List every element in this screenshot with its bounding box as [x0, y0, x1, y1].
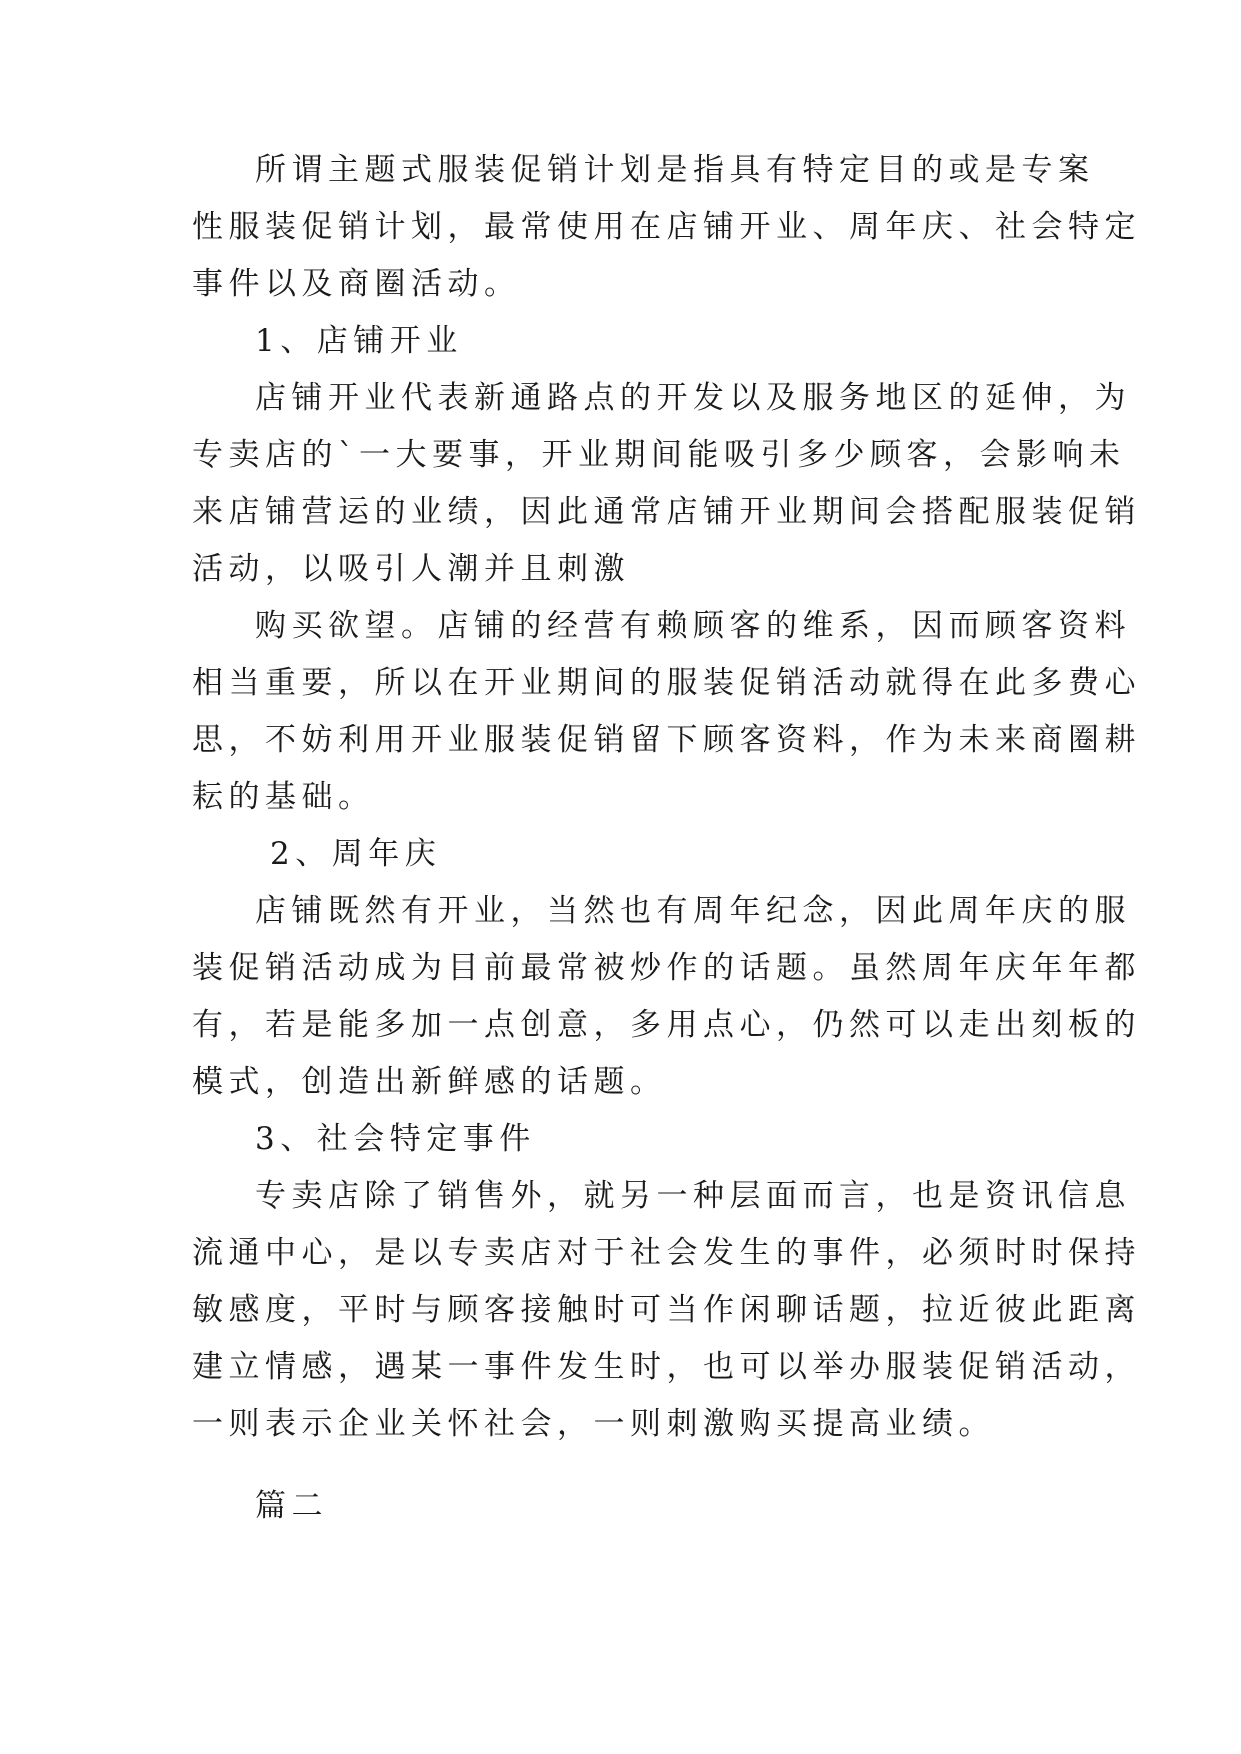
- paragraph-line: 有，若是能多加一点创意，多用点心，仍然可以走出刻板的: [192, 1007, 1141, 1043]
- paragraph-line: 性服装促销计划，最常使用在店铺开业、周年庆、社会特定: [192, 209, 1141, 245]
- paragraph-line: 模式，创造出新鲜感的话题。: [192, 1064, 667, 1100]
- paragraph-line: 来店铺营运的业绩，因此通常店铺开业期间会搭配服装促销: [192, 494, 1141, 530]
- paragraph-line: 建立情感，遇某一事件发生时，也可以举办服装促销活动，: [192, 1349, 1141, 1385]
- paragraph-line: 店铺开业代表新通路点的开发以及服务地区的延伸，为: [255, 380, 1131, 416]
- paragraph-line: 思，不妨利用开业服装促销留下顾客资料，作为未来商圈耕: [192, 722, 1141, 758]
- paragraph-line: 专卖店的`一大要事，开业期间能吸引多少顾客，会影响未: [192, 437, 1126, 473]
- section-heading: 1、店铺开业: [255, 323, 463, 359]
- paragraph-line: 店铺既然有开业，当然也有周年纪念，因此周年庆的服: [255, 893, 1131, 929]
- paragraph-line: 专卖店除了销售外，就另一种层面而言，也是资讯信息: [255, 1178, 1131, 1214]
- paragraph-line: 流通中心，是以专卖店对于社会发生的事件，必须时时保持: [192, 1235, 1141, 1271]
- paragraph-line: 一则表示企业关怀社会，一则刺激购买提高业绩。: [192, 1406, 995, 1442]
- paragraph-line: 敏感度，平时与顾客接触时可当作闲聊话题，拉近彼此距离: [192, 1292, 1141, 1328]
- section-heading: 3、社会特定事件: [255, 1121, 536, 1157]
- section-heading: 2、周年庆: [270, 836, 442, 872]
- section-heading: 篇二: [255, 1488, 328, 1524]
- paragraph-line: 购买欲望。店铺的经营有赖顾客的维系，因而顾客资料: [255, 608, 1131, 644]
- paragraph-line: 所谓主题式服装促销计划是指具有特定目的或是专案: [255, 152, 1095, 188]
- paragraph-line: 相当重要，所以在开业期间的服装促销活动就得在此多费心: [192, 665, 1141, 701]
- paragraph-line: 活动，以吸引人潮并且刺激: [192, 551, 630, 587]
- paragraph-line: 耘的基础。: [192, 779, 375, 815]
- paragraph-line: 事件以及商圈活动。: [192, 266, 521, 302]
- paragraph-line: 装促销活动成为目前最常被炒作的话题。虽然周年庆年年都: [192, 950, 1141, 986]
